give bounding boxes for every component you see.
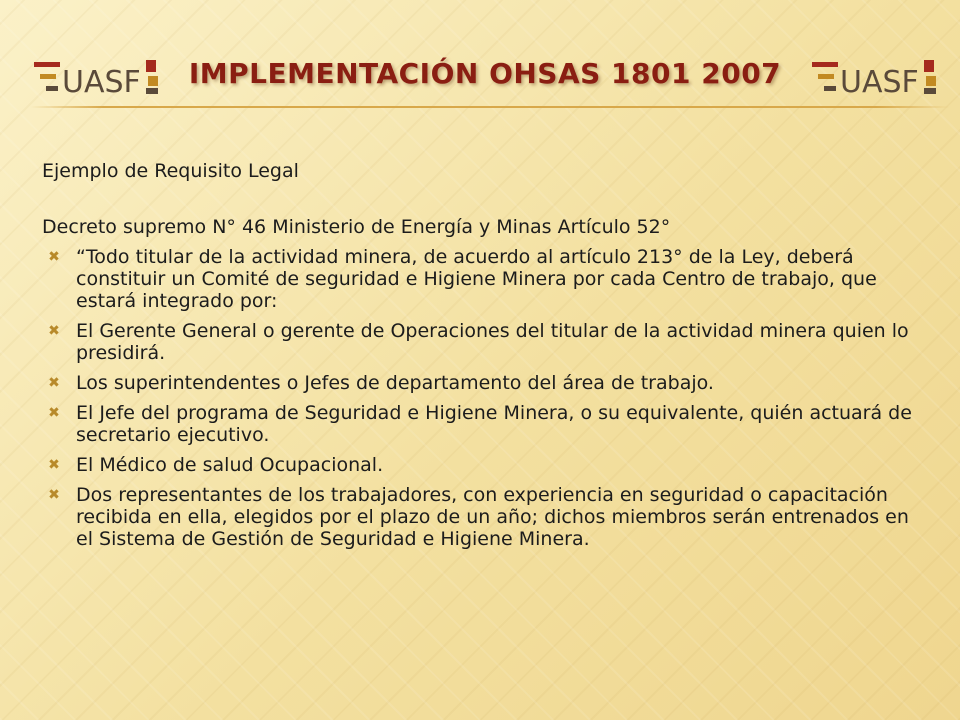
list-item-text: Dos representantes de los trabajadores, con experiencia en seguridad o capacitación recibida en ella, elegidos por el plazo de un año; dichos miembros serán entrenados en el Sistema de Gestión de Seguridad e Higiene Minera. xyxy=(76,484,909,550)
list-item-text: El Médico de salud Ocupacional. xyxy=(76,454,384,476)
uasf-logo-left xyxy=(30,56,180,102)
x-bullet-icon: ✖ xyxy=(48,249,60,265)
x-bullet-icon: ✖ xyxy=(48,487,60,503)
example-heading: Ejemplo de Requisito Legal xyxy=(42,160,299,182)
x-bullet-icon: ✖ xyxy=(48,323,60,339)
svg-text:UASF: UASF xyxy=(840,65,919,100)
title-divider xyxy=(30,106,950,108)
list-item xyxy=(42,454,922,476)
x-bullet-icon: ✖ xyxy=(48,375,60,391)
slide-title: IMPLEMENTACIÓN OHSAS 1801 2007 xyxy=(188,57,782,90)
list-item xyxy=(42,484,922,550)
list-item-text: El Gerente General o gerente de Operaciones del titular de la actividad minera quien lo presidirá. xyxy=(76,320,909,364)
uasf-logo-right xyxy=(808,56,958,102)
x-bullet-icon: ✖ xyxy=(48,457,60,473)
list-item xyxy=(42,320,922,364)
x-bullet-icon: ✖ xyxy=(48,405,60,421)
list-item xyxy=(42,372,922,394)
decree-heading: Decreto supremo N° 46 Ministerio de Energía y Minas Artículo 52° xyxy=(42,216,671,238)
slide-body xyxy=(42,160,922,558)
list-item-text: El Jefe del programa de Seguridad e Higiene Minera, o su equivalente, quién actuará de secretario ejecutivo. xyxy=(76,402,912,446)
svg-text:UASF: UASF xyxy=(62,65,141,100)
slide-header xyxy=(0,0,960,110)
list-item xyxy=(42,402,922,446)
list-item-text: “Todo titular de la actividad minera, de acuerdo al artículo 213° de la Ley, deberá constituir un Comité de seguridad e Higiene Minera por cada Centro de trabajo, que estará integrado por: xyxy=(76,246,877,312)
requirements-list xyxy=(42,246,922,550)
list-item-text: Los superintendentes o Jefes de departamento del área de trabajo. xyxy=(76,372,714,394)
list-item xyxy=(42,246,922,312)
